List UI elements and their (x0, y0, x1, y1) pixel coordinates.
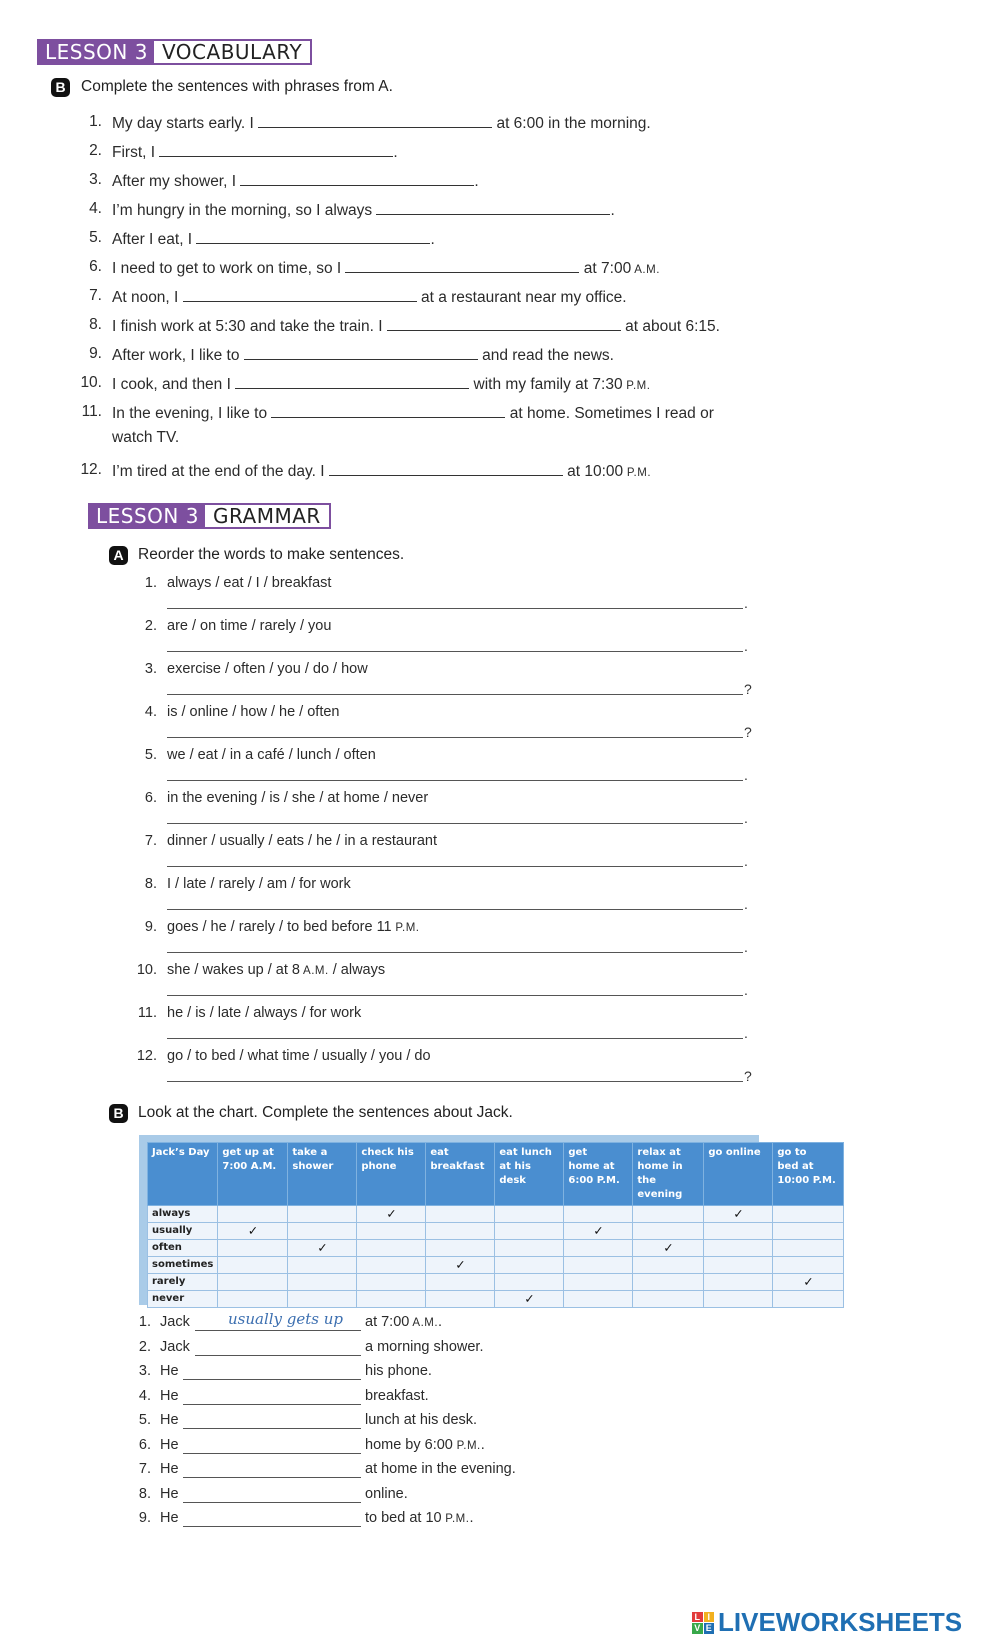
grammar-banner (88, 503, 331, 529)
chart-header-text: at his desk (499, 1161, 531, 1186)
vocab-item-text: After my shower, I (112, 173, 241, 190)
grammar-b-text-after (365, 1412, 477, 1428)
chart-row-label: rarely (148, 1274, 218, 1291)
grammar-a-item-number: 9. (144, 919, 157, 935)
vocab-answer-blank[interactable] (240, 171, 474, 186)
vocab-item-number: 2. (89, 142, 102, 159)
chart-empty-cell (357, 1240, 426, 1257)
chart-empty-cell (704, 1257, 773, 1274)
grammar-a-time-suffix: P.M. (391, 922, 420, 934)
chart-header-row (148, 1143, 844, 1206)
chart-empty-cell (495, 1257, 564, 1274)
grammar-a-words (167, 833, 437, 849)
vocab-item (112, 345, 614, 365)
chart-row (148, 1274, 844, 1291)
grammar-banner-lesson: LESSON 3 (90, 505, 205, 527)
chart-header-text: 7:00 A.M. (222, 1161, 277, 1172)
grammar-a-item-number: 2. (144, 618, 157, 634)
vocab-answer-blank[interactable] (345, 258, 579, 273)
grammar-a-words-text: I / late / rarely / am / for work (167, 876, 351, 892)
vocab-section-b-badge: B (51, 78, 70, 97)
logo-letter: L (692, 1612, 703, 1623)
grammar-b-text-after (365, 1363, 432, 1379)
chart-empty-cell (495, 1274, 564, 1291)
grammar-b-post-text: at 7:00 (365, 1314, 410, 1330)
chart-column-header (288, 1143, 357, 1206)
vocab-item-text-after: with my family at 7:30 (469, 376, 623, 393)
vocab-item (112, 374, 650, 394)
chart-column-header (218, 1143, 288, 1206)
grammar-a-words-text: goes / he / rarely / to bed before 11 (167, 919, 392, 935)
grammar-b-subject: He (160, 1510, 179, 1526)
grammar-a-words-text: always / eat / I / breakfast (167, 575, 332, 591)
grammar-b-item-number: 6. (138, 1436, 151, 1453)
chart-empty-cell (288, 1223, 357, 1240)
grammar-b-instruction: Look at the chart. Complete the sentences about Jack. (138, 1104, 513, 1121)
vocab-item (112, 316, 720, 336)
chart-empty-cell (704, 1223, 773, 1240)
vocab-answer-blank[interactable] (235, 374, 469, 389)
grammar-b-time-suffix: A.M. (409, 1317, 439, 1329)
liveworksheets-logo (692, 1607, 962, 1638)
chart-empty-cell (633, 1206, 704, 1223)
grammar-a-end-punctuation: . (744, 767, 748, 783)
grammar-b-answer-line[interactable] (183, 1404, 361, 1405)
chart-header-text: relax at (637, 1147, 681, 1158)
grammar-b-answer-line[interactable] (183, 1379, 361, 1380)
chart-empty-cell (704, 1291, 773, 1308)
grammar-a-item-number: 5. (144, 747, 157, 763)
vocab-item-text: My day starts early. I (112, 115, 259, 132)
grammar-a-time-suffix: A.M. (300, 965, 329, 977)
grammar-b-answer-line[interactable] (183, 1526, 361, 1527)
chart-row-label: sometimes (148, 1257, 218, 1274)
grammar-b-text-after (365, 1388, 429, 1404)
vocab-item (112, 258, 660, 278)
vocab-item-text: I finish work at 5:30 and take the train. I (112, 318, 387, 335)
logo-letter: V (692, 1623, 703, 1634)
vocabulary-banner-lesson: LESSON 3 (39, 41, 154, 63)
vocab-item (112, 142, 398, 162)
grammar-a-words (167, 575, 331, 591)
grammar-b-time-suffix: P.M. (452, 1439, 481, 1452)
grammar-b-subject: He (160, 1363, 179, 1379)
chart-empty-cell (218, 1291, 288, 1308)
vocab-item-text-after: at a restaurant near my office. (416, 289, 627, 306)
vocab-item-text-after: and read the news. (477, 347, 614, 364)
grammar-a-item-number: 3. (144, 661, 157, 677)
vocab-answer-blank[interactable] (159, 142, 393, 157)
chart-column-header (633, 1143, 704, 1206)
grammar-b-answer-line[interactable] (183, 1453, 361, 1454)
vocab-item-number: 8. (89, 316, 102, 333)
grammar-a-item-number: 10. (136, 962, 157, 978)
chart-header-text: home at (568, 1161, 615, 1172)
grammar-a-item-number: 4. (144, 704, 157, 720)
vocab-item-text: I need to get to work on time, so I (112, 260, 346, 277)
vocab-item (112, 403, 714, 423)
grammar-a-words-text: she / wakes up / at 8 (167, 962, 300, 978)
grammar-a-item-number: 6. (144, 790, 157, 806)
vocab-item-text: In the evening, I like to (112, 405, 272, 422)
chart-empty-cell (288, 1206, 357, 1223)
vocabulary-banner (37, 39, 312, 65)
vocab-item (112, 229, 435, 249)
liveworksheets-logo-text: LIVEWORKSHEETS (718, 1607, 963, 1637)
chart-empty-cell (426, 1291, 495, 1308)
grammar-b-post-text: his phone. (365, 1363, 432, 1379)
chart-empty-cell (357, 1257, 426, 1274)
chart-empty-cell (426, 1274, 495, 1291)
grammar-b-answer-line[interactable] (195, 1330, 361, 1331)
chart-header-text: eat lunch (499, 1147, 552, 1158)
vocab-item-continuation: watch TV. (112, 429, 180, 446)
chart-empty-cell (288, 1257, 357, 1274)
chart-row-label: always (148, 1206, 218, 1223)
chart-empty-cell (564, 1206, 633, 1223)
grammar-b-period: . (469, 1510, 474, 1526)
grammar-b-post-text: home by 6:00 (365, 1436, 453, 1453)
vocab-answer-blank[interactable] (244, 345, 478, 360)
grammar-b-post-text: breakfast. (365, 1387, 429, 1404)
chart-row-label: often (148, 1240, 218, 1257)
vocab-answer-blank[interactable] (196, 229, 430, 244)
grammar-a-words-text: is / online / how / he / often (167, 704, 340, 720)
grammar-b-item-number: 2. (138, 1338, 151, 1355)
grammar-b-subject: He (160, 1387, 179, 1404)
grammar-b-item-number: 9. (138, 1510, 151, 1526)
grammar-a-end-punctuation: ? (744, 681, 752, 697)
chart-empty-cell (564, 1240, 633, 1257)
chart-column-header (704, 1143, 773, 1206)
chart-check-cell: ✓ (426, 1257, 495, 1274)
grammar-a-words-text: in the evening / is / she / at home / never (167, 790, 429, 806)
grammar-a-words-text: dinner / usually / eats / he / in a restaurant (167, 833, 438, 849)
grammar-b-post-text: to bed at 10 (365, 1510, 442, 1526)
grammar-a-instruction: Reorder the words to make sentences. (138, 546, 405, 563)
vocab-item-time-suffix: P.M. (623, 467, 652, 479)
chart-empty-cell (633, 1274, 704, 1291)
chart-column-header (426, 1143, 495, 1206)
grammar-b-item-number: 4. (138, 1387, 151, 1404)
grammar-b-item-number: 1. (138, 1314, 151, 1330)
grammar-a-answer-line[interactable] (167, 780, 743, 781)
grammar-a-answer-line[interactable] (167, 737, 743, 738)
grammar-a-words (167, 704, 340, 720)
chart-header-text: home in (637, 1161, 683, 1172)
grammar-b-item-number: 3. (138, 1363, 151, 1379)
vocab-item (112, 287, 627, 307)
vocab-item-text: I’m tired at the end of the day. I (112, 463, 329, 480)
vocab-item-text-after: at 7:00 (579, 260, 632, 277)
chart-empty-cell (773, 1240, 844, 1257)
chart-header-text: check his (361, 1147, 414, 1158)
vocab-item-number: 3. (89, 171, 102, 188)
grammar-a-item-number: 7. (144, 833, 157, 849)
chart-check-cell: ✓ (773, 1274, 844, 1291)
chart-row (148, 1223, 844, 1240)
vocab-item-number: 1. (89, 113, 102, 130)
grammar-b-subject: He (160, 1461, 179, 1477)
grammar-a-end-punctuation: ? (744, 1068, 752, 1084)
chart-row (148, 1291, 844, 1308)
vocab-item-text: After I eat, I (112, 231, 197, 248)
grammar-a-words-text: we / eat / in a café / lunch / often (167, 747, 376, 763)
chart-column-header (357, 1143, 426, 1206)
vocab-item (112, 200, 615, 220)
grammar-a-words-text-after: / always (328, 962, 386, 978)
vocab-answer-blank[interactable] (271, 403, 505, 418)
chart-header-text: Jack’s Day (152, 1147, 210, 1158)
grammar-a-answer-line[interactable] (167, 995, 743, 996)
grammar-b-text-after (365, 1437, 485, 1453)
chart-empty-cell (495, 1240, 564, 1257)
grammar-a-words-text: go / to bed / what time / usually / you / do (167, 1048, 431, 1064)
grammar-b-text-after (365, 1314, 442, 1330)
chart-empty-cell (773, 1291, 844, 1308)
grammar-a-answer-line[interactable] (167, 694, 743, 695)
vocab-item-number: 9. (89, 345, 102, 362)
chart-header-text: 10:00 P.M. (777, 1175, 836, 1186)
logo-letter: I (704, 1612, 715, 1623)
grammar-a-words (167, 790, 428, 806)
vocabulary-banner-title: VOCABULARY (154, 41, 310, 63)
grammar-a-words (167, 1005, 361, 1021)
grammar-b-time-suffix: P.M. (441, 1513, 470, 1525)
chart-empty-cell (357, 1291, 426, 1308)
vocab-answer-blank[interactable] (329, 461, 563, 476)
grammar-a-answer-line[interactable] (167, 1038, 743, 1039)
grammar-a-end-punctuation: . (744, 853, 748, 869)
chart-empty-cell (773, 1223, 844, 1240)
vocab-item-text-after: . (610, 202, 615, 219)
chart-header-text: breakfast (430, 1161, 485, 1172)
chart-empty-cell (564, 1291, 633, 1308)
vocab-item-text-after: . (474, 173, 479, 190)
grammar-b-subject: Jack (160, 1338, 190, 1355)
chart-empty-cell (426, 1206, 495, 1223)
chart-corner-header (148, 1143, 218, 1206)
vocab-item-text-after: at 10:00 (562, 463, 624, 480)
chart-row (148, 1206, 844, 1223)
chart-empty-cell (633, 1291, 704, 1308)
grammar-banner-title: GRAMMAR (205, 505, 329, 527)
grammar-a-end-punctuation: ? (744, 724, 752, 740)
grammar-b-text-after (365, 1510, 473, 1526)
grammar-b-text-after (365, 1339, 483, 1355)
vocab-item-number: 5. (89, 229, 102, 246)
grammar-b-text-after (365, 1486, 408, 1502)
grammar-b-subject: He (160, 1412, 179, 1428)
grammar-a-end-punctuation: . (744, 896, 748, 912)
grammar-a-end-punctuation: . (744, 1025, 748, 1041)
logo-letter: E (704, 1623, 715, 1634)
chart-row-label: never (148, 1291, 218, 1308)
chart-header-text: shower (292, 1161, 334, 1172)
grammar-a-words (167, 1048, 431, 1064)
vocab-item-text-after: . (393, 144, 398, 161)
vocab-answer-blank[interactable] (258, 113, 492, 128)
grammar-a-answer-line[interactable] (167, 1081, 743, 1082)
chart-header-text: get (568, 1147, 588, 1158)
grammar-a-answer-line[interactable] (167, 608, 743, 609)
chart-column-header (773, 1143, 844, 1206)
grammar-a-end-punctuation: . (744, 595, 748, 611)
chart-header-text: the evening (637, 1175, 683, 1200)
chart-empty-cell (288, 1291, 357, 1308)
chart-header-text: take a (292, 1147, 328, 1158)
vocab-item-text-after: . (430, 231, 435, 248)
chart-header-text: go online (708, 1147, 761, 1158)
grammar-b-subject: He (160, 1485, 179, 1502)
grammar-b-period: . (480, 1436, 485, 1453)
chart-row-label: usually (148, 1223, 218, 1240)
chart-empty-cell (564, 1274, 633, 1291)
grammar-a-words (167, 747, 376, 763)
grammar-a-item-number: 12. (136, 1048, 157, 1064)
vocab-item-text: First, I (112, 144, 160, 161)
chart-empty-cell (773, 1257, 844, 1274)
chart-empty-cell (218, 1257, 288, 1274)
grammar-b-answer-line[interactable] (183, 1477, 361, 1478)
chart-empty-cell (426, 1240, 495, 1257)
grammar-b-post-text: at home in the evening. (365, 1461, 516, 1477)
vocab-answer-blank[interactable] (183, 287, 417, 302)
grammar-a-item-number: 8. (144, 876, 157, 892)
chart-check-cell: ✓ (288, 1240, 357, 1257)
chart-empty-cell (704, 1240, 773, 1257)
chart-header-text: phone (361, 1161, 397, 1172)
chart-header-text: bed at (777, 1161, 814, 1172)
vocab-item-number: 7. (89, 287, 102, 304)
grammar-a-words-text: are / on time / rarely / you (167, 618, 332, 634)
grammar-a-words (167, 919, 419, 935)
vocab-item-time-suffix: A.M. (631, 264, 660, 276)
grammar-a-answer-line[interactable] (167, 823, 743, 824)
vocab-item-text-after: at home. Sometimes I read or (505, 405, 714, 422)
vocab-answer-blank[interactable] (387, 316, 621, 331)
vocab-item (112, 461, 651, 481)
chart-empty-cell (357, 1274, 426, 1291)
grammar-b-subject: Jack (160, 1314, 190, 1330)
grammar-a-item-number: 11. (137, 1005, 157, 1021)
vocab-item-text-after: at about 6:15. (620, 318, 720, 335)
grammar-a-item-number: 1. (144, 575, 157, 591)
grammar-a-answer-line[interactable] (167, 866, 743, 867)
chart-empty-cell (357, 1223, 426, 1240)
vocab-item-text: I cook, and then I (112, 376, 236, 393)
chart-empty-cell (633, 1223, 704, 1240)
grammar-b-answer-line[interactable] (183, 1428, 361, 1429)
vocab-item-text: I’m hungry in the morning, so I always (112, 202, 377, 219)
grammar-a-answer-line[interactable] (167, 651, 743, 652)
grammar-a-end-punctuation: . (744, 939, 748, 955)
vocab-item-text: After work, I like to (112, 347, 244, 364)
chart-row (148, 1257, 844, 1274)
chart-header-text: go to (777, 1147, 807, 1158)
chart-empty-cell (495, 1206, 564, 1223)
chart-header-text: 6:00 P.M. (568, 1175, 620, 1186)
vocab-item-text: At noon, I (112, 289, 183, 306)
vocab-item (112, 171, 479, 191)
chart-empty-cell (564, 1257, 633, 1274)
grammar-b-answer-line[interactable] (183, 1502, 361, 1503)
grammar-a-words (167, 661, 368, 677)
grammar-b-answer-line[interactable] (195, 1355, 361, 1356)
vocab-instruction: Complete the sentences with phrases from A. (81, 78, 393, 95)
grammar-a-answer-line[interactable] (167, 952, 743, 953)
vocab-item-number: 12. (80, 461, 102, 478)
chart-row (148, 1240, 844, 1257)
grammar-b-post-text: a morning shower. (365, 1338, 484, 1355)
chart-check-cell: ✓ (218, 1223, 288, 1240)
grammar-a-words (167, 876, 351, 892)
liveworksheets-logo-icon (692, 1612, 714, 1634)
vocab-item-number: 6. (89, 258, 102, 275)
chart-column-header (495, 1143, 564, 1206)
chart-check-cell: ✓ (633, 1240, 704, 1257)
chart-check-cell: ✓ (564, 1223, 633, 1240)
grammar-b-period: . (438, 1314, 443, 1330)
chart-empty-cell (633, 1257, 704, 1274)
grammar-b-example-answer: usually gets up (228, 1310, 344, 1328)
chart-empty-cell (218, 1206, 288, 1223)
chart-empty-cell (495, 1223, 564, 1240)
grammar-b-item-number: 7. (138, 1461, 151, 1477)
chart-empty-cell (218, 1240, 288, 1257)
chart-empty-cell (218, 1274, 288, 1291)
chart-empty-cell (426, 1223, 495, 1240)
grammar-b-text-after (365, 1461, 516, 1477)
chart-header-text: get up at (222, 1147, 274, 1158)
grammar-a-end-punctuation: . (744, 638, 748, 654)
chart-empty-cell (773, 1206, 844, 1223)
vocab-answer-blank[interactable] (376, 200, 610, 215)
grammar-b-subject: He (160, 1436, 179, 1453)
grammar-a-words-text: he / is / late / always / for work (167, 1005, 362, 1021)
grammar-section-b-badge: B (109, 1104, 128, 1123)
vocab-item-number: 4. (89, 200, 102, 217)
grammar-b-post-text: lunch at his desk. (365, 1412, 478, 1428)
grammar-a-answer-line[interactable] (167, 909, 743, 910)
jacks-day-chart (147, 1142, 844, 1308)
grammar-a-words (167, 962, 385, 978)
grammar-a-end-punctuation: . (744, 982, 748, 998)
grammar-b-item-number: 8. (138, 1485, 151, 1502)
vocab-item-number: 10. (80, 374, 102, 391)
chart-empty-cell (288, 1274, 357, 1291)
chart-header-text: eat (430, 1147, 449, 1158)
grammar-section-a-badge: A (109, 546, 128, 565)
chart-check-cell: ✓ (357, 1206, 426, 1223)
vocab-item-number: 11. (81, 403, 102, 420)
vocab-item-text-after: at 6:00 in the morning. (492, 115, 651, 132)
chart-check-cell: ✓ (704, 1206, 773, 1223)
grammar-b-item-number: 5. (138, 1412, 151, 1428)
grammar-a-end-punctuation: . (744, 810, 748, 826)
grammar-b-post-text: online. (365, 1485, 408, 1502)
chart-column-header (564, 1143, 633, 1206)
vocab-item-time-suffix: P.M. (622, 380, 651, 392)
grammar-a-words (167, 618, 331, 634)
vocab-item (112, 113, 651, 133)
chart-check-cell: ✓ (495, 1291, 564, 1308)
grammar-a-words-text: exercise / often / you / do / how (167, 661, 368, 677)
chart-empty-cell (704, 1274, 773, 1291)
